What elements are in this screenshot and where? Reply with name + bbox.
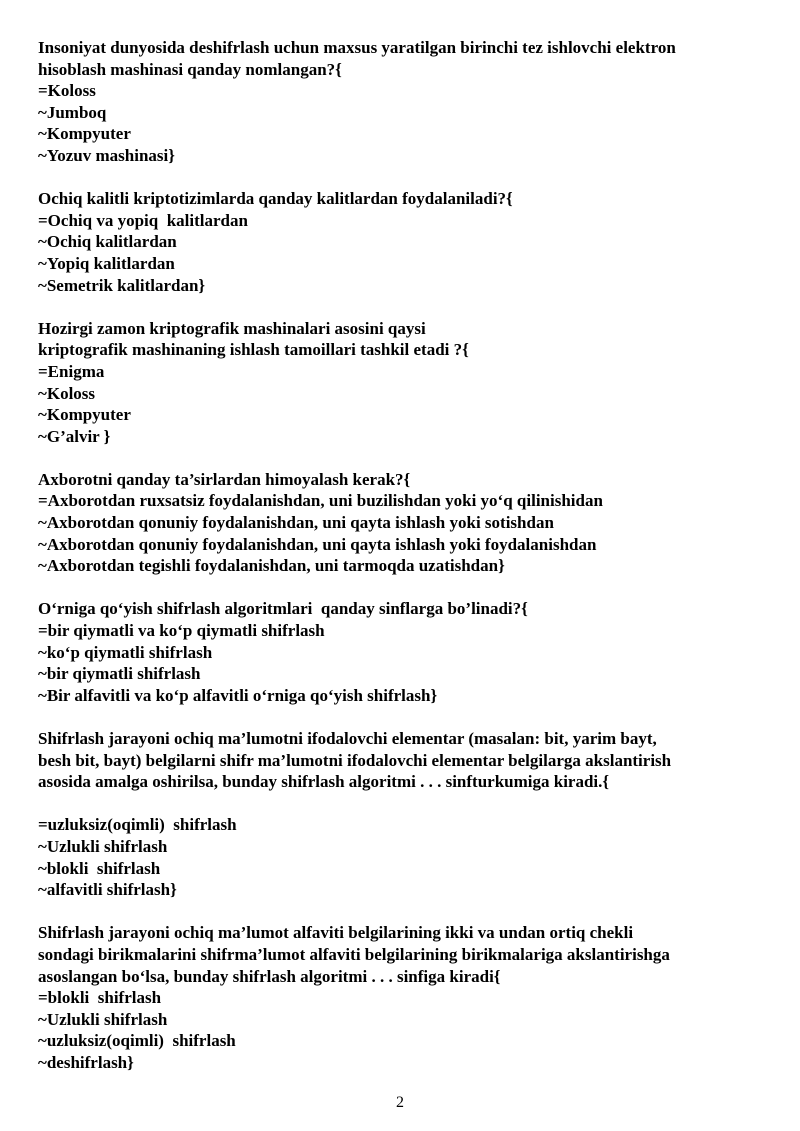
question-text: O‘rniga qo‘yish shifrlash algoritmlari qanday sinflarga bo’linadi?{ xyxy=(38,599,528,619)
question-block xyxy=(38,188,768,296)
answer-option: ~deshifrlash} xyxy=(38,1052,134,1072)
answer-option: ~Yozuv mashinasi} xyxy=(38,145,175,165)
question-block xyxy=(38,469,768,577)
question-text: Hozirgi zamon kriptografik mashinalari asosini qaysi xyxy=(38,318,426,338)
answer-option: =Ochiq va yopiq kalitlardan xyxy=(38,210,248,230)
paragraph-spacer xyxy=(38,706,768,728)
answer-option: ~Semetrik kalitlardan} xyxy=(38,275,206,295)
question-block xyxy=(38,598,768,706)
answer-option: =Enigma xyxy=(38,361,105,381)
answer-option: ~Kompyuter xyxy=(38,405,131,425)
answer-option: ~Ochiq kalitlardan xyxy=(38,232,177,252)
answer-option: =Axborotdan ruxsatsiz foydalanishdan, uni buzilishdan yoki yo‘q qilinishidan xyxy=(38,491,603,511)
question-text: hisoblash mashinasi qanday nomlangan?{ xyxy=(38,59,342,79)
answer-option: =uzluksiz(oqimli) shifrlash xyxy=(38,815,237,835)
question-text: Shifrlash jarayoni ochiq ma’lumot alfaviti belgilarining ikki va undan ortiq chekli xyxy=(38,923,634,943)
answer-option: ~G’alvir } xyxy=(38,426,111,446)
answer-option: ~Axborotdan tegishli foydalanishdan, uni tarmoqda uzatishdan} xyxy=(38,556,505,576)
answer-option: ~Axborotdan qonuniy foydalanishdan, uni qayta ishlash yoki foydalanishdan xyxy=(38,534,597,554)
question-text: Axborotni qanday ta’sirlardan himoyalash kerak?{ xyxy=(38,469,411,489)
question-text: asosida amalga oshirilsa, bunday shifrlash algoritmi . . . sinfturkumiga kiradi.{ xyxy=(38,772,610,792)
answer-option: =blokli shifrlash xyxy=(38,988,162,1008)
question-block xyxy=(38,318,768,448)
question-text: Ochiq kalitli kriptotizimlarda qanday kalitlardan foydalaniladi?{ xyxy=(38,189,513,209)
answer-option: ~Axborotdan qonuniy foydalanishdan, uni qayta ishlash yoki sotishdan xyxy=(38,513,554,533)
question-text: Insoniyat dunyosida deshifrlash uchun maxsus yaratilgan birinchi tez ishlovchi elektron xyxy=(38,38,676,57)
document-page xyxy=(38,37,768,1074)
answer-option: ~Kompyuter xyxy=(38,124,131,144)
question-text: Shifrlash jarayoni ochiq ma’lumotni ifodalovchi elementar (masalan: bit, yarim bayt, xyxy=(38,729,657,748)
question-block xyxy=(38,37,768,167)
answer-option: ~Yopiq kalitlardan xyxy=(38,253,175,273)
question-text: sondagi birikmalarini shifrma’lumot alfaviti belgilarining birikmalariga akslantirishga xyxy=(38,944,670,964)
question-block xyxy=(38,922,768,1073)
answer-option: ~ko‘p qiymatli shifrlash xyxy=(38,642,213,662)
answer-option: ~Uzlukli shifrlash xyxy=(38,1009,168,1029)
answer-option: ~Bir alfavitli va ko‘p alfavitli o‘rniga qo‘yish shifrlash} xyxy=(38,685,438,705)
question-text: kriptografik mashinaning ishlash tamoillari tashkil etadi ?{ xyxy=(38,340,469,360)
answer-option: ~bir qiymatli shifrlash xyxy=(38,664,201,684)
paragraph-spacer xyxy=(38,901,768,923)
question-text: besh bit, bayt) belgilarni shifr ma’lumotni ifodalovchi elementar belgilarga akslantirish xyxy=(38,750,672,770)
paragraph-spacer xyxy=(38,577,768,599)
question-text: asoslangan bo‘lsa, bunday shifrlash algoritmi . . . sinfiga kiradi{ xyxy=(38,966,501,986)
paragraph-spacer xyxy=(38,296,768,318)
answer-option: ~Uzlukli shifrlash xyxy=(38,836,168,856)
paragraph-spacer xyxy=(38,447,768,469)
paragraph-spacer xyxy=(38,167,768,189)
answer-option: ~Koloss xyxy=(38,383,96,403)
answer-option: =Koloss xyxy=(38,81,96,101)
paragraph-spacer xyxy=(38,793,768,815)
question-block xyxy=(38,728,768,901)
answer-option: =bir qiymatli va ko‘p qiymatli shifrlash xyxy=(38,621,325,641)
answer-option: ~uzluksiz(oqimli) shifrlash xyxy=(38,1031,236,1051)
answer-option: ~blokli shifrlash xyxy=(38,858,161,878)
answer-option: ~Jumboq xyxy=(38,102,107,122)
page-number: 2 xyxy=(396,1094,404,1111)
answer-option: ~alfavitli shifrlash} xyxy=(38,880,177,900)
